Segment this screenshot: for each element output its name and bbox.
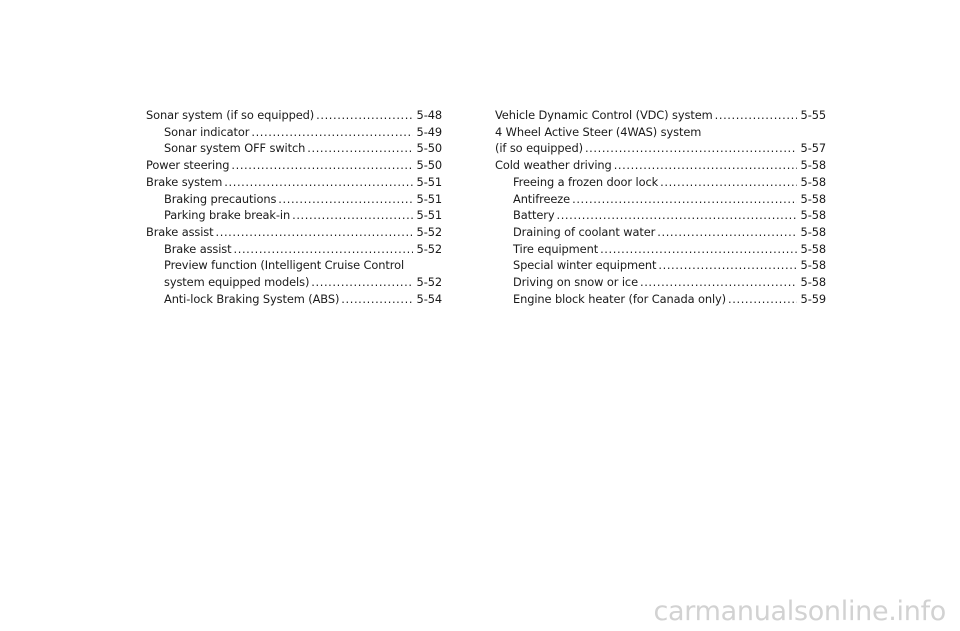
toc-page-number: 5-51 <box>416 208 442 223</box>
toc-entry-line <box>164 124 442 141</box>
toc-entry[interactable] <box>146 124 442 141</box>
toc-entry[interactable] <box>495 224 826 241</box>
dot-leader <box>657 224 796 241</box>
toc-entry[interactable] <box>146 157 442 174</box>
toc-page-number: 5-51 <box>416 174 442 189</box>
toc-entry-title: Special winter equipment <box>513 258 657 273</box>
dot-leader <box>292 207 412 224</box>
toc-page-number: 5-59 <box>800 291 826 306</box>
dot-leader <box>614 157 797 174</box>
toc-entry-line <box>164 140 442 157</box>
toc-entry-title: Braking precautions <box>164 191 277 206</box>
toc-page-number: 5-54 <box>416 291 442 306</box>
toc-entry[interactable] <box>146 174 442 191</box>
toc-entry[interactable] <box>146 241 442 258</box>
toc-entry-line <box>513 207 826 224</box>
dot-leader <box>234 241 413 258</box>
toc-entry[interactable] <box>146 191 442 208</box>
dot-leader <box>640 274 797 291</box>
toc-page-number: 5-52 <box>416 275 442 290</box>
dot-leader <box>715 107 797 124</box>
toc-entry[interactable] <box>146 257 442 290</box>
toc-page-number: 5-58 <box>800 275 826 290</box>
toc-page-number: 5-52 <box>416 224 442 239</box>
toc-entry-title: Brake assist <box>164 241 232 256</box>
toc-entry-line <box>146 107 442 124</box>
toc-entry-title: Sonar system OFF switch <box>164 141 306 156</box>
toc-page-number: 5-55 <box>800 108 826 122</box>
toc-page-number: 5-58 <box>800 224 826 239</box>
toc-entry-line <box>164 241 442 258</box>
toc-entry-title: (if so equipped) <box>495 141 583 156</box>
toc-entry-line <box>164 291 442 308</box>
toc-entry-line <box>146 224 442 241</box>
toc-entry-title: Power steering <box>146 158 230 173</box>
toc-entry[interactable] <box>495 124 826 157</box>
toc-page-number: 5-58 <box>800 158 826 173</box>
toc-entry[interactable] <box>495 174 826 191</box>
toc-entry[interactable] <box>495 241 826 258</box>
toc-entry-title: Driving on snow or ice <box>513 275 638 290</box>
toc-page-number: 5-58 <box>800 258 826 273</box>
toc-entry-title: Sonar indicator <box>164 124 250 139</box>
toc-entry[interactable] <box>146 224 442 241</box>
toc-entry-line <box>164 207 442 224</box>
toc-entry[interactable] <box>146 207 442 224</box>
toc-entry-title-line1: Preview function (Intelligent Cruise Control <box>164 258 405 273</box>
toc-entry[interactable] <box>146 291 442 308</box>
dot-leader <box>572 191 796 208</box>
dot-leader <box>600 241 796 258</box>
toc-page-number: 5-48 <box>416 108 442 122</box>
toc-entry-title: Parking brake break-in <box>164 208 291 223</box>
toc-entry-title: Brake system <box>146 174 223 189</box>
toc-entry-line <box>164 191 442 208</box>
toc-page-number: 5-50 <box>416 141 442 156</box>
toc-entry-line <box>164 274 442 291</box>
dot-leader <box>216 224 413 241</box>
toc-entry[interactable] <box>495 207 826 224</box>
dot-leader <box>728 291 797 308</box>
dot-leader <box>311 274 412 291</box>
toc-entry[interactable] <box>495 157 826 174</box>
toc-entry-title: Engine block heater (for Canada only) <box>513 291 727 306</box>
toc-page-number: 5-58 <box>800 208 826 223</box>
toc-entry-title: Cold weather driving <box>495 158 612 173</box>
toc-entry[interactable] <box>146 107 442 124</box>
toc-page-number: 5-52 <box>416 241 442 256</box>
toc-entry-line <box>146 174 442 191</box>
toc-entry-title: Draining of coolant water <box>513 224 656 239</box>
toc-entry-line <box>513 291 826 308</box>
toc-entry-title: Sonar system (if so equipped) <box>146 108 315 122</box>
toc-page-number: 5-58 <box>800 241 826 256</box>
dot-leader <box>556 207 796 224</box>
dot-leader <box>307 140 412 157</box>
toc-entry-line <box>495 107 826 124</box>
toc-page-number: 5-50 <box>416 158 442 173</box>
toc-page-number: 5-49 <box>416 124 442 139</box>
toc-entry-title: system equipped models) <box>164 275 310 290</box>
dot-leader <box>585 140 797 157</box>
toc-entry[interactable] <box>495 274 826 291</box>
toc-entry-title: Freeing a frozen door lock <box>513 174 659 189</box>
toc-entry[interactable] <box>495 191 826 208</box>
toc-entry-title: Tire equipment <box>513 241 599 256</box>
dot-leader <box>251 124 412 141</box>
toc-page-number: 5-51 <box>416 191 442 206</box>
dot-leader <box>316 107 412 124</box>
toc-entry-line <box>495 157 826 174</box>
toc-entry[interactable] <box>495 291 826 308</box>
dot-leader <box>341 291 412 308</box>
dot-leader <box>231 157 412 174</box>
toc-entry[interactable] <box>495 107 826 124</box>
watermark-text: carmanualsonline.info <box>653 596 946 627</box>
dot-leader <box>658 257 796 274</box>
toc-entry-line <box>146 157 442 174</box>
toc-page-number: 5-58 <box>800 191 826 206</box>
dot-leader <box>224 174 412 191</box>
dot-leader <box>278 191 412 208</box>
toc-entry-title: Antifreeze <box>513 191 571 206</box>
toc-entry-line <box>513 174 826 191</box>
dot-leader <box>660 174 796 191</box>
toc-entry-title: Brake assist <box>146 224 214 239</box>
toc-entry-title: Battery <box>513 208 555 223</box>
toc-entry[interactable] <box>146 140 442 157</box>
toc-entry-line <box>495 140 826 157</box>
toc-entry-title-line1: 4 Wheel Active Steer (4WAS) system <box>495 124 702 139</box>
toc-entry[interactable] <box>495 257 826 274</box>
toc-right-column <box>495 107 826 307</box>
toc-entry-line <box>513 241 826 258</box>
toc-entry-line <box>513 191 826 208</box>
toc-entry-title: Vehicle Dynamic Control (VDC) system <box>495 108 713 122</box>
toc-left-column <box>146 107 442 307</box>
toc-entry-line <box>513 274 826 291</box>
toc-page-number: 5-57 <box>800 141 826 156</box>
toc-entry-line <box>513 224 826 241</box>
toc-page-number: 5-58 <box>800 174 826 189</box>
toc-entry-line <box>513 257 826 274</box>
toc-entry-title: Anti-lock Braking System (ABS) <box>164 291 340 306</box>
